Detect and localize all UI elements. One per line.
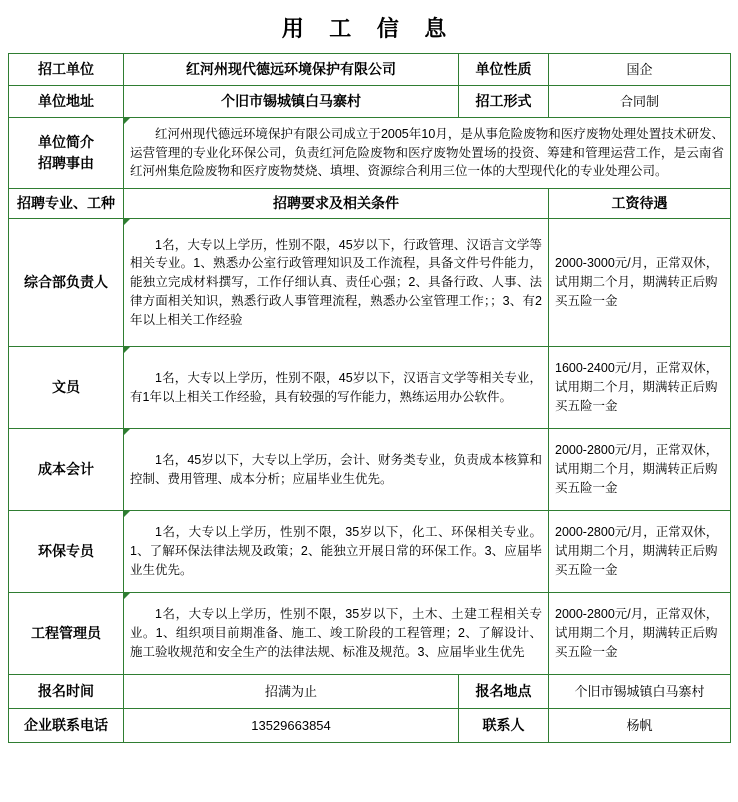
intro-label-line1: 单位简介	[38, 134, 94, 150]
job-salary-0: 2000-3000元/月，正常双休，试用期二个月，期满转正后购买五险一金	[549, 219, 731, 347]
nature-label: 单位性质	[459, 54, 549, 86]
job-salary-3: 2000-2800元/月，正常双休，试用期二个月，期满转正后购买五险一金	[549, 511, 731, 593]
job-salary-1: 1600-2400元/月，正常双休，试用期二个月，期满转正后购买五险一金	[549, 347, 731, 429]
table-header-row	[9, 189, 731, 219]
address-value: 个旧市锡城镇白马寨村	[124, 86, 459, 118]
job-salary-4: 2000-2800元/月，正常双休，试用期二个月，期满转正后购买五险一金	[549, 593, 731, 675]
hire-form-value: 合同制	[549, 86, 731, 118]
contact-value: 杨帆	[549, 709, 731, 743]
header-requirements: 招聘要求及相关条件	[124, 189, 549, 219]
table-row	[9, 347, 731, 429]
employer-label: 招工单位	[9, 54, 124, 86]
phone-label: 企业联系电话	[9, 709, 124, 743]
signup-place-label: 报名地点	[459, 675, 549, 709]
job-name-3: 环保专员	[9, 511, 124, 593]
table-row	[9, 219, 731, 347]
job-name-4: 工程管理员	[9, 593, 124, 675]
page-title: 用 工 信 息	[281, 16, 457, 41]
intro-text: 红河州现代德远环境保护有限公司成立于2005年10月，是从事危险废物和医疗废物处理处置技术研发、运营管理的专业化环保公司，负责红河危险废物和医疗废物处置场的投资、筹建和管理运营工作，是云南省红河州集危险废物和医疗废物焚烧、填埋、资源综合利用三位一体的大型现代化的专业处理公司。	[124, 118, 731, 189]
table-row	[9, 118, 731, 189]
job-name-0: 综合部负责人	[9, 219, 124, 347]
table-row	[9, 709, 731, 743]
table-row	[9, 429, 731, 511]
table-row	[9, 593, 731, 675]
intro-label	[9, 118, 124, 189]
signup-place-value: 个旧市锡城镇白马寨村	[549, 675, 731, 709]
signup-time-value: 招满为止	[124, 675, 459, 709]
contact-label: 联系人	[459, 709, 549, 743]
intro-label-line2: 招聘事由	[38, 155, 94, 171]
job-requirements-2: 1名，45岁以下，大专以上学历，会计、财务类专业，负责成本核算和控制、费用管理、成本分析；应届毕业生优先。	[124, 429, 549, 511]
phone-value: 13529663854	[124, 709, 459, 743]
table-row	[9, 86, 731, 118]
job-salary-2: 2000-2800元/月，正常双休，试用期二个月，期满转正后购买五险一金	[549, 429, 731, 511]
employer-value: 红河州现代德远环境保护有限公司	[124, 54, 459, 86]
hire-form-label: 招工形式	[459, 86, 549, 118]
job-requirements-0: 1名，大专以上学历，性别不限，45岁以下，行政管理、汉语言文学等相关专业。1、熟悉办公室行政管理知识及工作流程，具备文件号件能力，能独立完成材料撰写，工作仔细认真、责任心强；2、具备行政、人事、法律方面相关知识，熟悉行政人事管理流程，熟悉办公室管理工作；；3、有2年以上相关工作经验	[124, 219, 549, 347]
job-requirements-3: 1名，大专以上学历，性别不限，35岁以下，化工、环保相关专业。1、了解环保法律法规及政策；2、能独立开展日常的环保工作。3、应届毕业生优先。	[124, 511, 549, 593]
address-label: 单位地址	[9, 86, 124, 118]
table-row	[9, 675, 731, 709]
header-major: 招聘专业、工种	[9, 189, 124, 219]
job-requirements-4: 1名，大专以上学历，性别不限，35岁以下，土木、土建工程相关专业。1、组织项目前期准备、施工、竣工阶段的工程管理；2、了解设计、施工验收规范和安全生产的法律法规、标准及规范。3、应届毕业生优先	[124, 593, 549, 675]
signup-time-label: 报名时间	[9, 675, 124, 709]
table-row	[9, 54, 731, 86]
table-row	[9, 511, 731, 593]
header-salary: 工资待遇	[549, 189, 731, 219]
job-name-1: 文员	[9, 347, 124, 429]
job-name-2: 成本会计	[9, 429, 124, 511]
employment-info-table	[8, 53, 731, 743]
job-requirements-1: 1名，大专以上学历，性别不限，45岁以下，汉语言文学等相关专业，有1年以上相关工作经验，具有较强的写作能力，熟练运用办公软件。	[124, 347, 549, 429]
nature-value: 国企	[549, 54, 731, 86]
